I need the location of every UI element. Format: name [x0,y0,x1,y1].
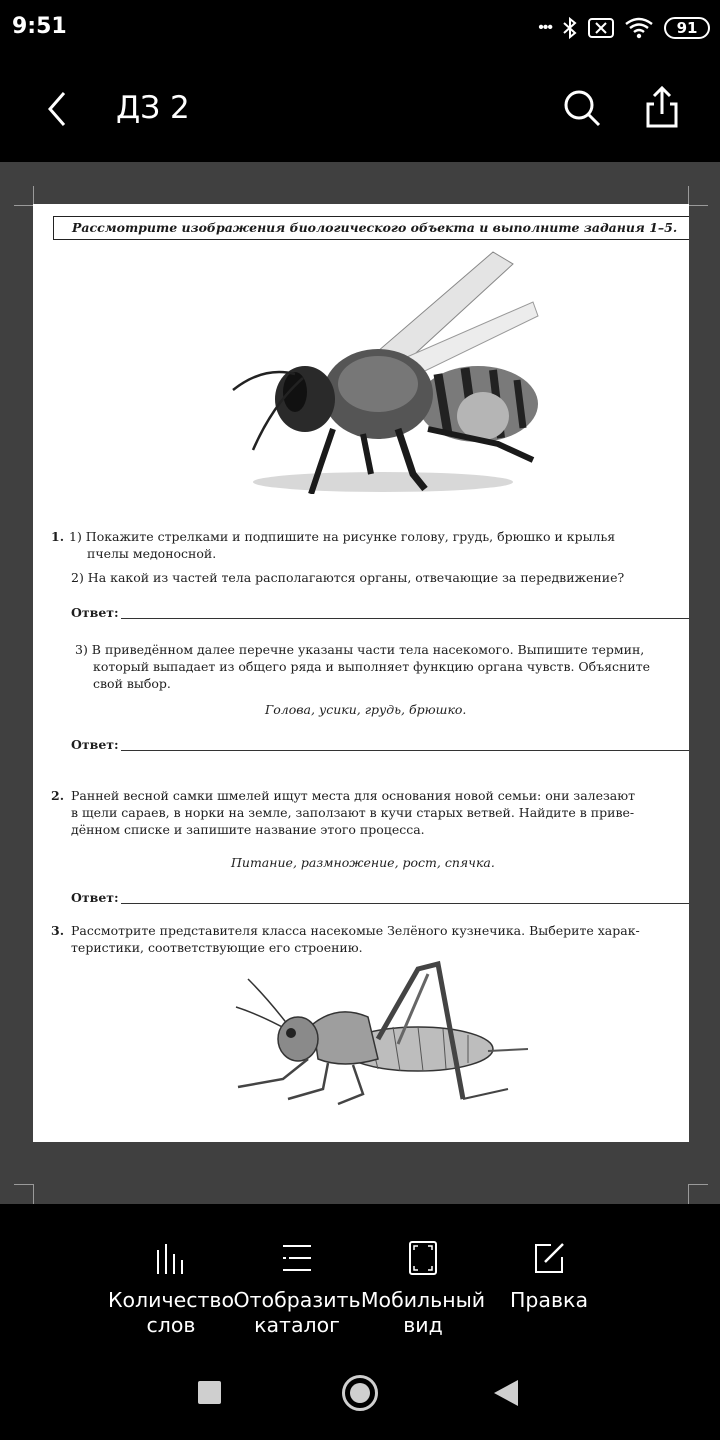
answer-line [121,618,689,619]
bottom-toolbar [0,1204,720,1344]
question-text: 1) Покажите стрелками и подпишите на рисунке голову, грудь, брюшко и крылья [69,529,616,544]
term-list: Голова, усики, грудь, брюшко. [265,702,467,717]
notification-dots-icon: ••• [538,19,552,36]
data-disabled-icon [588,17,614,39]
question-text: теристики, соответствующие его строению. [71,940,363,955]
mobile-view-icon [405,1240,441,1276]
question-text: пчелы медоносной. [87,546,217,561]
mobile-view-button[interactable] [360,1204,486,1344]
show-catalog-label: Отобразить каталог [233,1288,361,1337]
search-icon [558,84,608,134]
question-number: 2. [51,788,65,803]
share-icon [636,82,688,134]
question-text: который выпадает из общего ряда и выполняет функцию органа чувств. Объясните [93,659,651,674]
question-text: 2) На какой из частей тела располагаются органы, отвечающие за передвижение? [71,570,625,585]
edit-button[interactable] [486,1204,612,1344]
page-corner-mark [688,1184,708,1204]
document-page [33,204,689,1142]
back-button[interactable] [34,84,84,134]
answer-label: Ответ: [71,605,119,620]
edit-icon [531,1240,567,1276]
grasshopper-illustration [228,959,528,1109]
bluetooth-icon [562,16,578,40]
system-back-button[interactable] [494,1380,518,1406]
share-button[interactable] [636,82,688,134]
answer-label: Ответ: [71,737,119,752]
document-title: ДЗ 2 [116,90,190,126]
recent-apps-button[interactable] [198,1381,221,1404]
wifi-icon [624,17,654,39]
question-text: свой выбор. [93,676,171,691]
answer-label: Ответ: [71,890,119,905]
answer-line [121,750,689,751]
status-icons [538,14,710,42]
search-button[interactable] [558,84,608,134]
word-count-label: Количество слов [107,1288,235,1337]
term-list: Питание, размножение, рост, спячка. [231,855,495,870]
bee-illustration [193,244,553,494]
status-bar [0,0,720,56]
question-text: Рассмотрите представителя класса насекомые Зелёного кузнечика. Выберите харак- [71,923,640,938]
mobile-view-label: Мобильный вид [360,1288,486,1337]
answer-line [121,903,689,904]
home-button[interactable] [342,1375,378,1411]
question-number: 3. [51,923,65,938]
list-icon [279,1240,315,1276]
app-bar [0,56,720,162]
question-number: 1. [51,529,65,544]
question-text: дённом списке и запишите название этого процесса. [71,822,425,837]
question-text: Ранней весной самки шмелей ищут места для основания новой семьи: они залезают [71,788,636,803]
question-text: в щели сараев, в норки на земле, заползают в кучи старых ветвей. Найдите в приве- [71,805,635,820]
edit-label: Правка [509,1288,589,1312]
task-header: Рассмотрите изображения биологического объекта и выполните задания 1–5. [53,216,689,240]
show-catalog-button[interactable] [234,1204,360,1344]
bar-chart-icon [153,1240,189,1276]
question-text: 3) В приведённом далее перечне указаны части тела насекомого. Выпишите термин, [75,642,645,657]
word-count-button[interactable] [108,1204,234,1344]
chevron-left-icon [34,84,84,134]
page-corner-mark [688,186,708,206]
battery-icon: 91 [664,17,710,39]
page-corner-mark [14,186,34,206]
document-viewer[interactable] [0,162,720,1204]
status-time: 9:51 [12,14,67,39]
page-corner-mark [14,1184,34,1204]
system-navigation-bar [0,1344,720,1440]
